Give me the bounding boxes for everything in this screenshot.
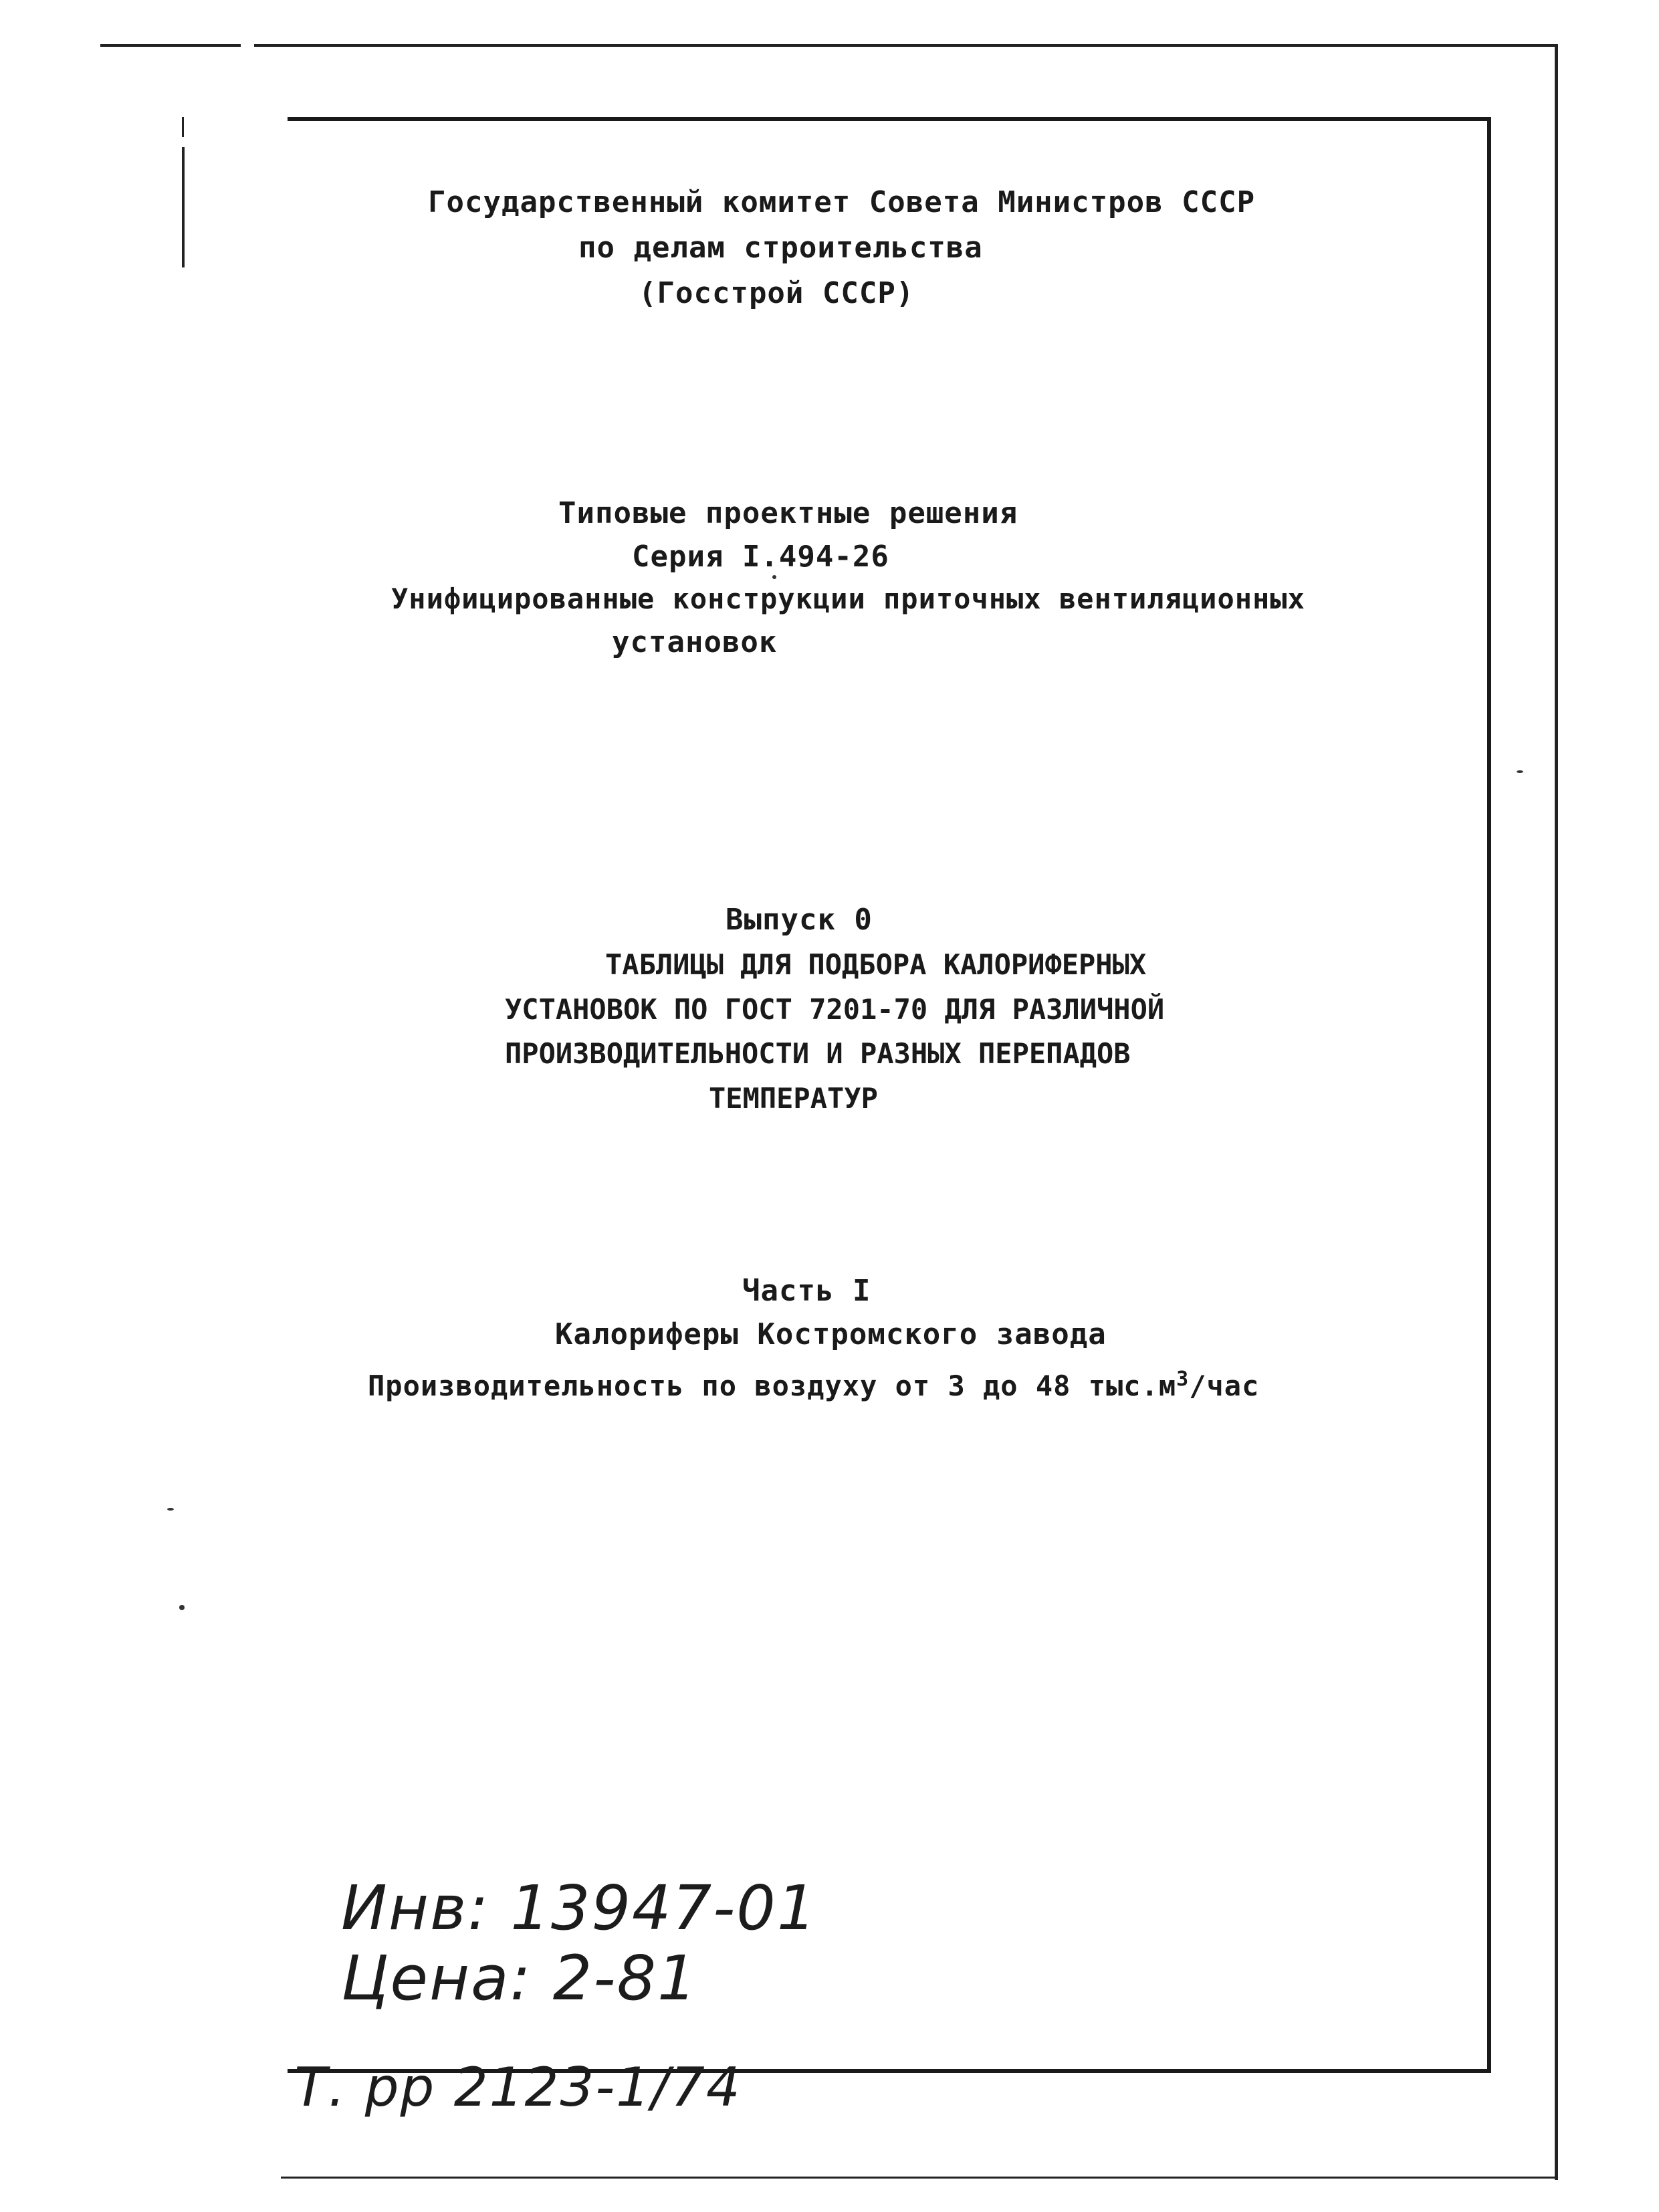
- scan-speck: [1517, 770, 1523, 773]
- handwritten-inventory-number: Инв: 13947-01: [341, 1872, 818, 1944]
- series-type: Типовые проектные решения: [558, 496, 1018, 530]
- scan-edge-right: [1555, 47, 1558, 2180]
- scan-margin-mark: [182, 147, 185, 267]
- document-frame: [288, 117, 1491, 2073]
- cubic-superscript: 3: [1176, 1367, 1190, 1391]
- scan-edge-top-left: [100, 44, 241, 47]
- committee-abbreviation: (Госстрой СССР): [639, 276, 915, 310]
- issue-title-line-2: УСТАНОВОК ПО ГОСТ 7201-70 ДЛЯ РАЗЛИЧНОЙ: [505, 993, 1165, 1026]
- issue-title-line-1: ТАБЛИЦЫ ДЛЯ ПОДБОРА КАЛОРИФЕРНЫХ: [605, 948, 1147, 981]
- series-title-continued: установок: [612, 625, 778, 659]
- series-number: Серия I.494-26: [632, 540, 889, 574]
- handwritten-order-number: Т. рр 2123-1/74: [294, 2056, 742, 2118]
- scan-edge-bottom: [281, 2177, 1558, 2179]
- issue-number: Выпуск 0: [726, 903, 873, 937]
- issue-title-line-3: ПРОИЗВОДИТЕЛЬНОСТИ И РАЗНЫХ ПЕРЕПАДОВ: [505, 1037, 1131, 1070]
- scan-speck: [179, 1605, 185, 1610]
- committee-title: Государственный комитет Совета Министров СССР: [428, 185, 1256, 219]
- scan-margin-mark-small: [182, 117, 184, 137]
- airflow-capacity-text: Производительность по воздуху от 3 до 48 тыс.м: [368, 1369, 1177, 1402]
- airflow-capacity-unit: /час: [1189, 1369, 1260, 1402]
- airflow-capacity: [368, 1361, 1259, 1405]
- part-number: Часть I: [742, 1274, 871, 1308]
- scan-speck: [167, 1508, 174, 1511]
- scan-edge-top: [254, 44, 1558, 47]
- committee-subtitle: по делам строительства: [578, 231, 983, 265]
- handwritten-price: Цена: 2-81: [341, 1943, 698, 2014]
- issue-title-line-4: ТЕМПЕРАТУР: [709, 1082, 878, 1115]
- series-title: Унифицированные конструкции приточных вентиляционных: [391, 582, 1305, 615]
- part-title: Калориферы Костромского завода: [555, 1317, 1107, 1351]
